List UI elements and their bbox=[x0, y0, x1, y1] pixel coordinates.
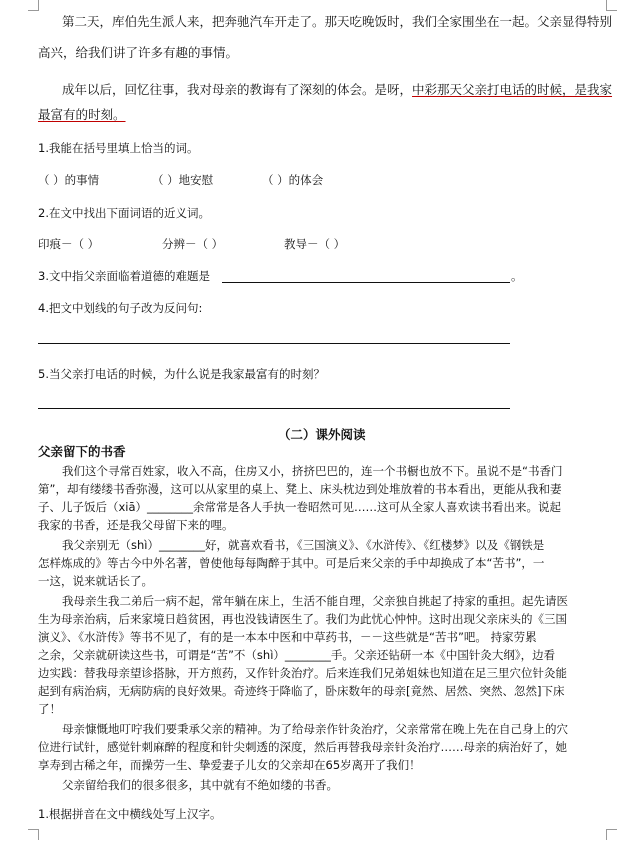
passage2-line: 位进行试针，感觉针刺麻醉的程度和针尖刺透的深度，然后再替我母亲针灸治疗……母亲的病治好了，她 bbox=[38, 740, 567, 754]
crop-mark-bottom-right bbox=[606, 829, 617, 840]
question-2-item-2: 分辨－（ ） bbox=[162, 237, 224, 251]
question-2: 2.在文中找出下面词语的近义词。 bbox=[38, 206, 210, 220]
passage2-line: 了！ bbox=[38, 702, 61, 716]
question-1: 1.我能在括号里填上恰当的词。 bbox=[38, 141, 199, 155]
passage2-line: 一这，说来就话长了。 bbox=[38, 574, 153, 588]
underlined-sentence: 中彩那天父亲打电话的时候，是我家 bbox=[412, 82, 613, 97]
section-2-question-1: 1.根据拼音在文中横线处写上汉字。 bbox=[38, 807, 222, 821]
question-1-item-1: （ ）的事情 bbox=[38, 173, 100, 187]
crop-mark-top-left bbox=[28, 0, 39, 11]
question-1-item-3: （ ）的体会 bbox=[262, 173, 324, 187]
passage2-line: 怎样炼成的》等古今中外名著，曾使他每每陶醉于其中。可是后来父亲的手中却换成了本“苦书”，一 bbox=[38, 556, 545, 570]
passage2-line: 母亲慷慨地叮咛我们要秉承父亲的精神。为了给母亲作针灸治疗，父亲常常在晚上先在自己身上的穴 bbox=[62, 722, 568, 736]
passage2-line: 我家的书香，还是我父母留下来的哩。 bbox=[38, 518, 234, 532]
crop-mark-top-right bbox=[606, 0, 617, 11]
question-2-item-3: 教导－（ ） bbox=[284, 237, 346, 251]
section-2-heading: （二）课外阅读 bbox=[278, 427, 366, 442]
question-1-item-2: （ ）地安慰 bbox=[152, 173, 214, 187]
passage2-line: 之余，父亲就研读这些书，可谓是“苦”不（shì）________手。父亲还钻研一本《中国针灸大纲》，边看 bbox=[38, 648, 556, 662]
passage1-paragraph2-line2: 最富有的时刻。 bbox=[38, 107, 126, 122]
passage1-paragraph2-line1 bbox=[62, 79, 612, 100]
article-title: 父亲留下的书香 bbox=[38, 444, 126, 459]
passage2-line: 演义》、《水浒传》等书不见了，有的是一本本中医和中草药书，－－这些就是“苦书”吧。 持家劳累 bbox=[38, 630, 537, 644]
passage1-paragraph1-line1: 第二天，库伯先生派人来，把奔驰汽车开走了。那天吃晚饭时，我们全家围坐在一起。父亲显得特别 bbox=[62, 14, 613, 29]
passage2-line: 我们这个寻常百姓家，收入不高，住房又小，挤挤巴巴的，连一个书橱也放不下。虽说不是“书香门 bbox=[62, 464, 563, 478]
passage2-line: 生为母亲治病，后来家境日趋贫困，再也没钱请医生了。我们为此忧心忡忡。这时出现父亲床头的《三国 bbox=[38, 612, 567, 626]
crop-mark-bottom-left bbox=[28, 829, 39, 840]
question-3-end: 。 bbox=[511, 269, 523, 283]
passage2-line: 我母亲生我二弟后一病不起，常年躺在床上，生活不能自理，父亲独自挑起了持家的重担。起先请医 bbox=[62, 594, 568, 608]
question-3-answer-line[interactable] bbox=[222, 282, 510, 283]
passage2-line: 我父亲别无（shì）________好，就喜欢看书，《三国演义》、《水浒传》、《红楼梦》以及《钢铁是 bbox=[62, 538, 545, 552]
passage2-line: 第”，却有缕缕书香弥漫，这可以从家里的桌上、凳上、床头枕边到处堆放着的书本看出，更能从我和妻 bbox=[38, 482, 562, 496]
passage2-line: 父亲留给我们的很多很多，其中就有不绝如缕的书香。 bbox=[62, 778, 338, 792]
passage1-paragraph1-line2: 高兴，给我们讲了许多有趣的事情。 bbox=[38, 45, 239, 60]
passage2-line: 享寿到古稀之年，而操劳一生、挚爱妻子儿女的父亲却在65岁离开了我们！ bbox=[38, 758, 421, 772]
passage2-line: 起到有病治病，无病防病的良好效果。奇迹终于降临了，卧床数年的母亲[竟然、居然、突然、忽然]下床 bbox=[38, 684, 565, 698]
passage2-line: 子、儿子饭后（xiā）________余常常是各人手执一卷昭然可见……这可从全家人喜欢读书看出来。说起 bbox=[38, 500, 562, 514]
passage1-paragraph2-text: 成年以后，回忆往事，我对母亲的教诲有了深刻的体会。是呀， bbox=[62, 82, 413, 97]
question-2-item-1: 印痕－（ ） bbox=[38, 237, 100, 251]
question-4-answer-line[interactable] bbox=[38, 343, 510, 344]
passage2-line: 边实践：替我母亲望诊搭脉，开方煎药，又作针灸治疗。后来连我们兄弟姐妹也知道在足三里穴位针灸能 bbox=[38, 666, 567, 680]
question-3: 3.文中指父亲面临着道德的难题是 bbox=[38, 269, 210, 283]
question-5-answer-line[interactable] bbox=[38, 408, 510, 409]
question-5: 5.当父亲打电话的时候，为什么说是我家最富有的时刻？ bbox=[38, 367, 325, 381]
question-4: 4.把文中划线的句子改为反问句: bbox=[38, 301, 203, 315]
